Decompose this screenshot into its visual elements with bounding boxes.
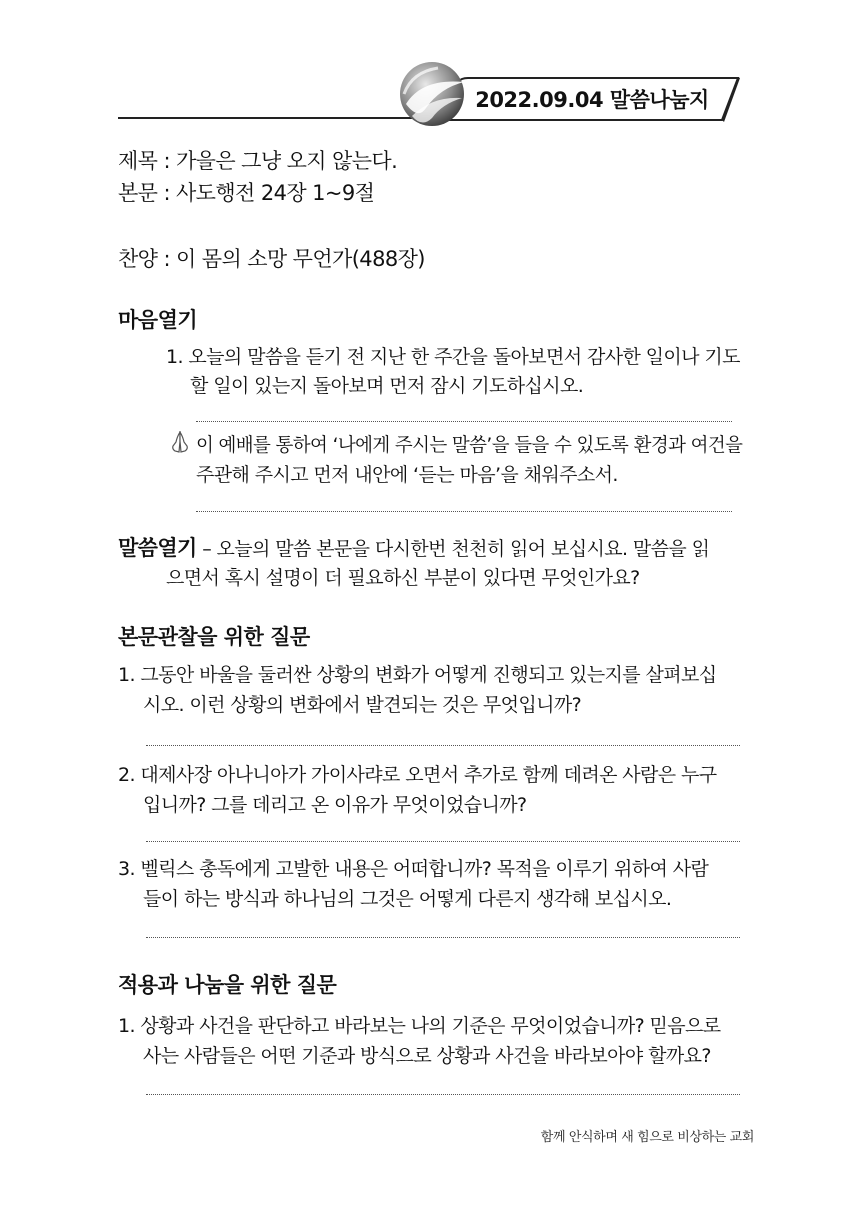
- section-heading-application: 적용과 나눔을 위한 질문: [118, 973, 337, 997]
- observation-q1-line2: 시오. 이런 상황의 변화에서 발견되는 것은 무엇입니까?: [143, 694, 582, 716]
- open-word-line1-text: – 오늘의 말씀 본문을 다시한번 천천히 읽어 보십시요. 말씀을 읽: [196, 538, 710, 560]
- prayer-line2: 주관해 주시고 먼저 내안에 ‘듣는 마음’을 채워주소서.: [196, 464, 618, 486]
- answer-line: [146, 1094, 740, 1095]
- answer-line: [196, 511, 732, 512]
- answer-line: [146, 745, 740, 746]
- sermon-title: 제목 : 가을은 그냥 오지 않는다.: [118, 149, 398, 173]
- section-heading-observation: 본문관찰을 위한 질문: [118, 625, 310, 649]
- open-word-line2: 으면서 혹시 설명이 더 필요하신 부분이 있다면 무엇인가요?: [166, 567, 640, 589]
- open-heart-item-line1: 1. 오늘의 말씀을 듣기 전 지난 한 주간을 돌아보면서 감사한 일이나 기도: [166, 346, 740, 368]
- application-q1-line1: 1. 상황과 사건을 판단하고 바라보는 나의 기준은 무엇이었습니까? 믿음으로: [118, 1015, 721, 1037]
- section-heading-open-word: 말씀열기: [118, 536, 197, 560]
- answer-line: [146, 937, 740, 938]
- hymn-line: 찬양 : 이 몸의 소망 무언가(488장): [118, 247, 425, 271]
- observation-q2-line2: 입니까? 그를 데리고 온 이유가 무엇이었습니까?: [143, 794, 527, 816]
- observation-q2-line1: 2. 대제사장 아나니아가 가이사랴로 오면서 추가로 함께 데려온 사람은 누구: [118, 764, 717, 786]
- observation-q3-line1: 3. 벨릭스 총독에게 고발한 내용은 어떠합니까? 목적을 이루기 위하여 사람: [118, 858, 709, 880]
- open-word-line1: [118, 533, 709, 564]
- footer-motto: 함께 안식하며 새 힘으로 비상하는 교회: [540, 1130, 754, 1145]
- praying-hands-icon: [170, 431, 190, 453]
- open-heart-item-line2: 할 일이 있는지 돌아보며 먼저 잠시 기도하십시오.: [190, 375, 584, 397]
- application-q1-line2: 사는 사람들은 어떤 기준과 방식으로 상황과 사건을 바라보아야 할까요?: [143, 1045, 711, 1067]
- prayer-line1: 이 예배를 통하여 ‘나에게 주시는 말씀’을 들을 수 있도록 환경과 여건을: [196, 434, 743, 456]
- scripture-reference: 본문 : 사도행전 24장 1~9절: [118, 181, 375, 205]
- swirl-logo-icon: [392, 58, 472, 134]
- answer-line: [146, 841, 740, 842]
- observation-q3-line2: 들이 하는 방식과 하나님의 그것은 어떻게 다른지 생각해 보십시오.: [143, 888, 672, 910]
- answer-line: [196, 421, 732, 422]
- header-date-title: 2022.09.04 말씀나눔지: [475, 88, 709, 112]
- section-heading-open-heart: 마음열기: [118, 308, 198, 332]
- observation-q1-line1: 1. 그동안 바울을 둘러싼 상황의 변화가 어떻게 진행되고 있는지를 살펴보십: [118, 664, 717, 686]
